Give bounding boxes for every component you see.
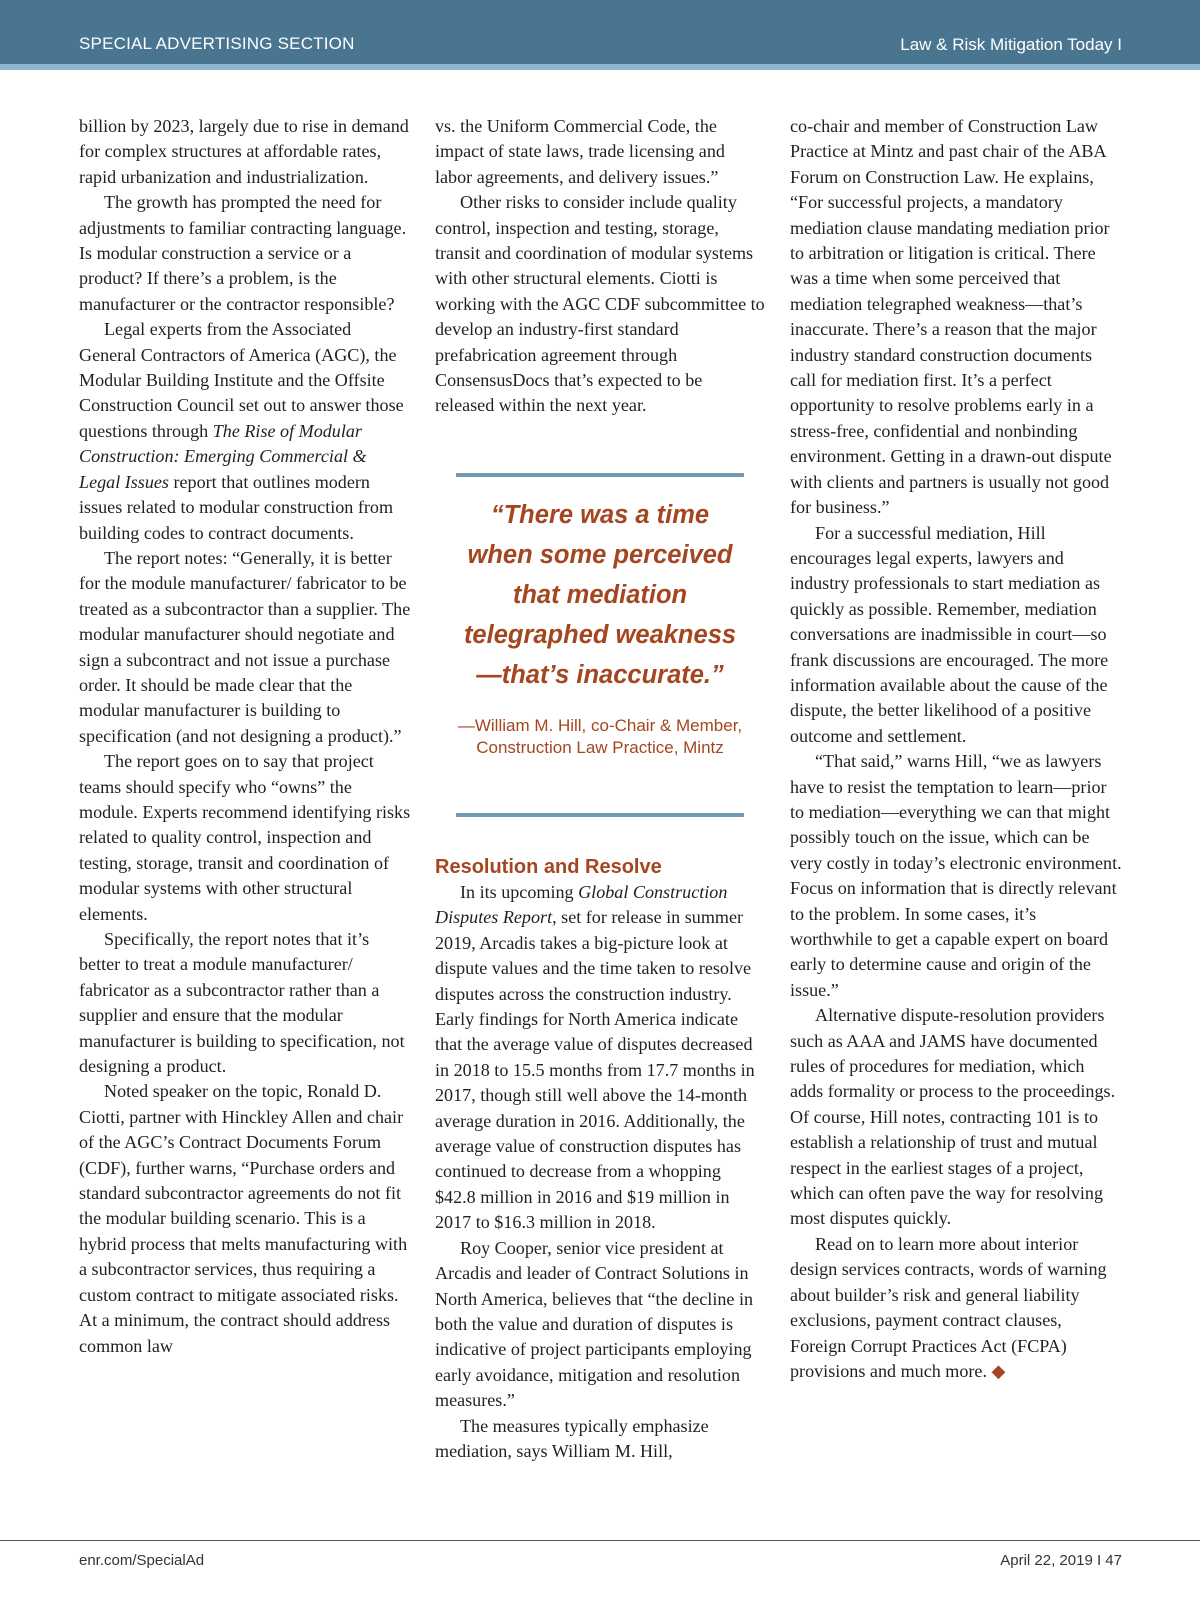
article-column-2 xyxy=(435,114,765,419)
pull-quote-attribution: —William M. Hill, co-Chair & Member, Construction Law Practice, Mintz xyxy=(457,716,743,757)
paragraph: vs. the Uniform Commercial Code, the impact of state laws, trade licensing and labor agreements, and delivery issues.” xyxy=(435,116,725,187)
paragraph: billion by 2023, largely due to rise in demand for complex structures at affordable rates, rapid urbanization and industrialization. xyxy=(79,116,409,187)
paragraph: The report goes on to say that project teams should specify who “owns” the module. Experts recommend identifying risks related to quality control, inspection and testing, storage, transit and coordination of modular systems with other structural elements. xyxy=(79,751,411,924)
paragraph: co-chair and member of Construction Law Practice at Mintz and past chair of the ABA Forum on Construction Law. He explains, “For successful projects, a mandatory mediation clause mandating mediation prior to arbitration or litigation is critical. There was a time when some perceived that mediation telegraphed weakness—that’s inaccurate. There’s a reason that the major industry standard construction documents call for mediation first. It’s a perfect opportunity to resolve problems early in a stress-free, confidential and nonbinding environment. Getting in a drawn-out dispute with clients and partners is usually not good for business.” xyxy=(790,116,1112,518)
pull-quote-text: “There was a time when some perceived that mediation telegraphed weakness —that’s inaccurate.” xyxy=(463,501,737,689)
paragraph: “That said,” warns Hill, “we as lawyers have to resist the temptation to learn—prior to mediation—everything we can that might possibly touch on the issue, which can be very costly in today’s electronic environment. Focus on information that is directly relevant to the problem. In some cases, it’s worthwhile to get a capable expert on board early to determine cause and origin of the issue.” xyxy=(790,751,1122,1000)
publication-title: Law & Risk Mitigation Today I xyxy=(900,35,1122,54)
footer-url: enr.com/SpecialAd xyxy=(79,1552,205,1569)
paragraph: The measures typically emphasize mediation, says William M. Hill, xyxy=(435,1415,709,1461)
paragraph: Specifically, the report notes that it’s better to treat a module manufacturer/ fabricator as a subcontractor rather than a supplier and ensure that the modular manufacturer is building to specification, not designing a product. xyxy=(79,929,405,1077)
section-subhead: Resolution and Resolve xyxy=(435,856,662,878)
paragraph: The growth has prompted the need for adjustments to familiar contracting language. Is modular construction a service or a product? If there’s a problem, is the manufacturer or the contractor responsible? xyxy=(79,192,407,314)
paragraph: Read on to learn more about interior design services contracts, words of warning about builder’s risk and general liability exclusions, payment contract clauses, Foreign Corrupt Practices Act (FCPA) provisions and much more. ◆ xyxy=(790,1233,1107,1381)
section-label: SPECIAL ADVERTISING SECTION xyxy=(79,34,355,53)
paragraph: The report notes: “Generally, it is better for the module manufacturer/ fabricator to be treated as a subcontractor than a supplier. The modular manufacturer should negotiate and sign a subcontract and not issue a purchase order. It should be made clear that the modular manufacturer is building to specification (and not designing a product).” xyxy=(79,547,411,746)
paragraph: Roy Cooper, senior vice president at Arcadis and leader of Contract Solutions in North America, believes that “the decline in both the value and duration of disputes is indicative of project participants employing early avoidance, mitigation and resolution measures.” xyxy=(435,1237,754,1411)
end-mark-icon: ◆ xyxy=(991,1360,1006,1381)
paragraph: Other risks to consider include quality control, inspection and testing, storage, transit and coordination of modular systems with other structural elements. Ciotti is working with the AGC CDF subcommittee to develop an industry-first standard prefabrication agreement through ConsensusDocs that’s expected to be released within the next year. xyxy=(435,192,765,416)
article-column-1 xyxy=(79,114,411,1359)
footer-rule xyxy=(0,1540,1200,1541)
article-column-3 xyxy=(790,114,1122,1384)
paragraph: Noted speaker on the topic, Ronald D. Ciotti, partner with Hinckley Allen and chair of the AGC’s Contract Documents Forum (CDF), further warns, “Purchase orders and standard subcontractor agreements do not fit the modular building scenario. This is a hybrid process that melts manufacturing with a subcontractor services, thus requiring a custom contract to mitigate associated risks. At a minimum, the contract should address common law xyxy=(79,1081,408,1356)
paragraph: Legal experts from the Associated General Contractors of America (AGC), the Modular Building Institute and the Offsite Construction Council set out to answer those questions through The Rise of Modular Construction: Emerging Commercial & Legal Issues report that outlines modern issues related to modular construction from building codes to contract documents. xyxy=(79,319,404,543)
paragraph: Alternative dispute-resolution providers such as AAA and JAMS have documented rules of procedures for mediation, which adds formality or process to the proceedings. Of course, Hill notes, contracting 101 is to establish a relationship of trust and mutual respect in the earliest stages of a project, which can often pave the way for resolving most disputes quickly. xyxy=(790,1005,1116,1229)
article-column-2-lower xyxy=(435,854,765,1464)
pull-quote-top-rule xyxy=(456,473,744,477)
paragraph: In its upcoming Global Construction Disputes Report, set for release in summer 2019, Arcadis takes a big-picture look at dispute values and the time taken to resolve disputes across the construction industry. Early findings for North America indicate that the average value of disputes decreased in 2018 to 15.5 months from 17.7 months in 2017, though still well above the 14-month average duration in 2016. Additionally, the average value of construction disputes has continued to decrease from a whopping $42.8 million in 2016 and $19 million in 2017 to $16.3 million in 2018. xyxy=(435,882,755,1233)
header-stripe xyxy=(0,64,1200,70)
pull-quote-bottom-rule xyxy=(456,813,744,817)
pull-quote xyxy=(456,473,744,819)
report-title: Global Construction Disputes Report xyxy=(435,882,728,928)
paragraph: For a successful mediation, Hill encourages legal experts, lawyers and industry professionals to start mediation as quickly as possible. Remember, mediation conversations are inadmissible in court—so frank discussions are encouraged. The more information available about the cause of the dispute, the better likelihood of a positive outcome and settlement. xyxy=(790,522,1109,746)
footer-date-page: April 22, 2019 I 47 xyxy=(1000,1552,1122,1569)
report-title: The Rise of Modular Construction: Emerging Commercial & Legal Issues xyxy=(79,420,367,492)
